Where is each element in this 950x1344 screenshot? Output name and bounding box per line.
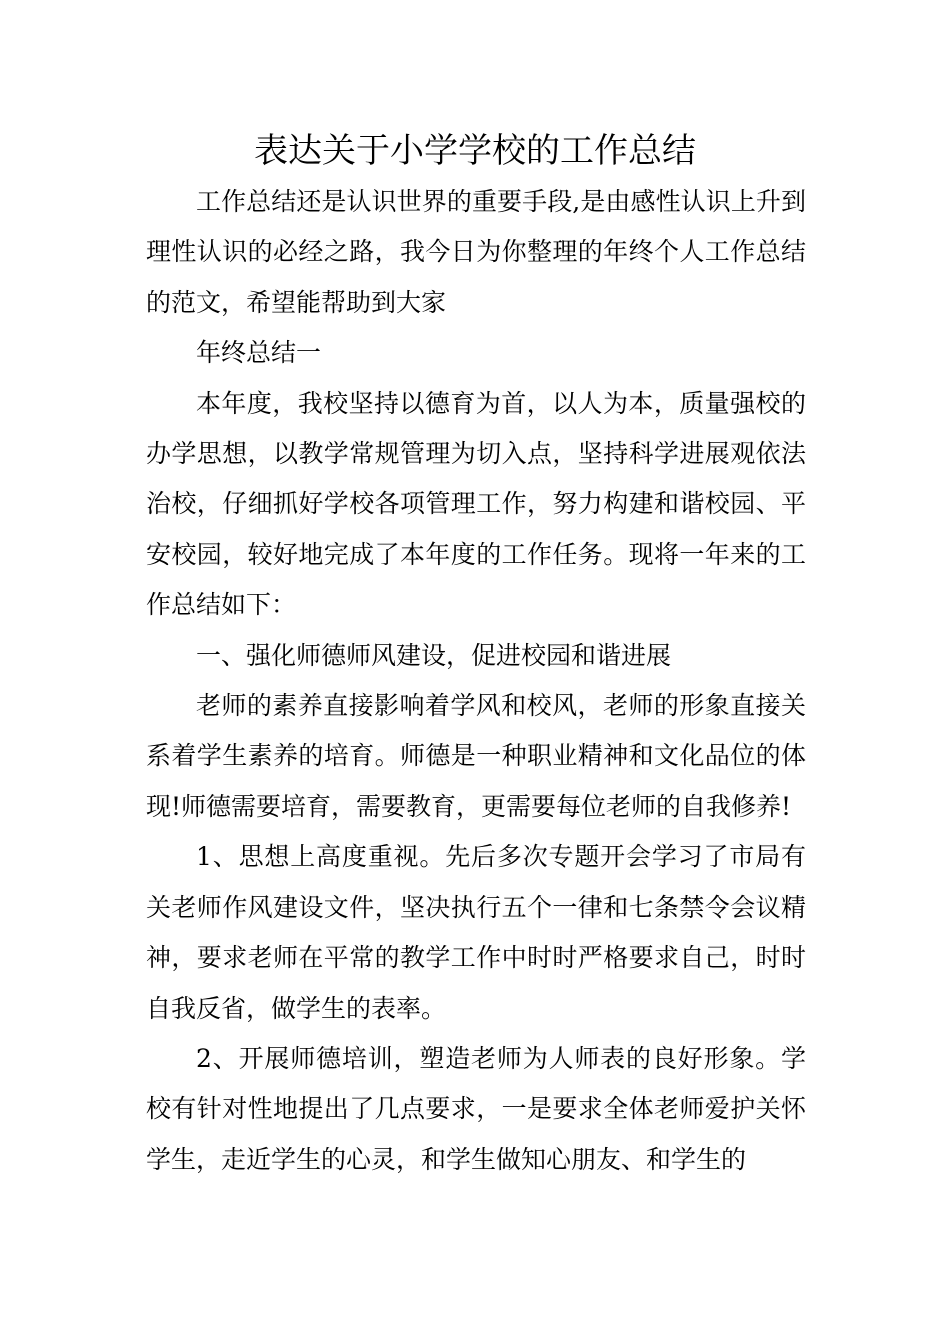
paragraph-item-2: 2、开展师德培训，塑造老师为人师表的良好形象。学校有针对性地提出了几点要求，一是要求全体老师爱护关怀学生，走近学生的心灵，和学生做知心朋友、和学生的: [146, 1043, 806, 1174]
paragraph-teacher-ethics: 老师的素养直接影响着学风和校风，老师的形象直接关系着学生素养的培育。师德是一种职业精神和文化品位的体现!师德需要培育，需要教育，更需要每位老师的自我修养!: [146, 691, 806, 821]
document-body: [146, 177, 806, 1185]
paragraph-section-heading: 年终总结一: [196, 338, 322, 368]
paragraph-intro: 工作总结还是认识世界的重要手段,是由感性认识上升到理性认识的必经之路，我今日为你整理的年终个人工作总结的范文，希望能帮助到大家: [146, 187, 806, 317]
document-title: 表达关于小学学校的工作总结: [254, 131, 696, 171]
paragraph-heading-one: 一、强化师德师风建设，促进校园和谐进展: [196, 640, 672, 670]
paragraph-item-1: 1、思想上高度重视。先后多次专题开会学习了市局有关老师作风建设文件，坚决执行五个一律和七条禁令会议精神，要求老师在平常的教学工作中时时严格要求自己，时时自我反省，做学生的表率。: [146, 842, 806, 1023]
paragraph-overview: 本年度，我校坚持以德育为首，以人为本，质量强校的办学思想，以教学常规管理为切入点，坚持科学进展观依法治校，仔细抓好学校各项管理工作，努力构建和谐校园、平安校园，较好地完成了本年度的工作任务。现将一年来的工作总结如下：: [146, 388, 806, 620]
